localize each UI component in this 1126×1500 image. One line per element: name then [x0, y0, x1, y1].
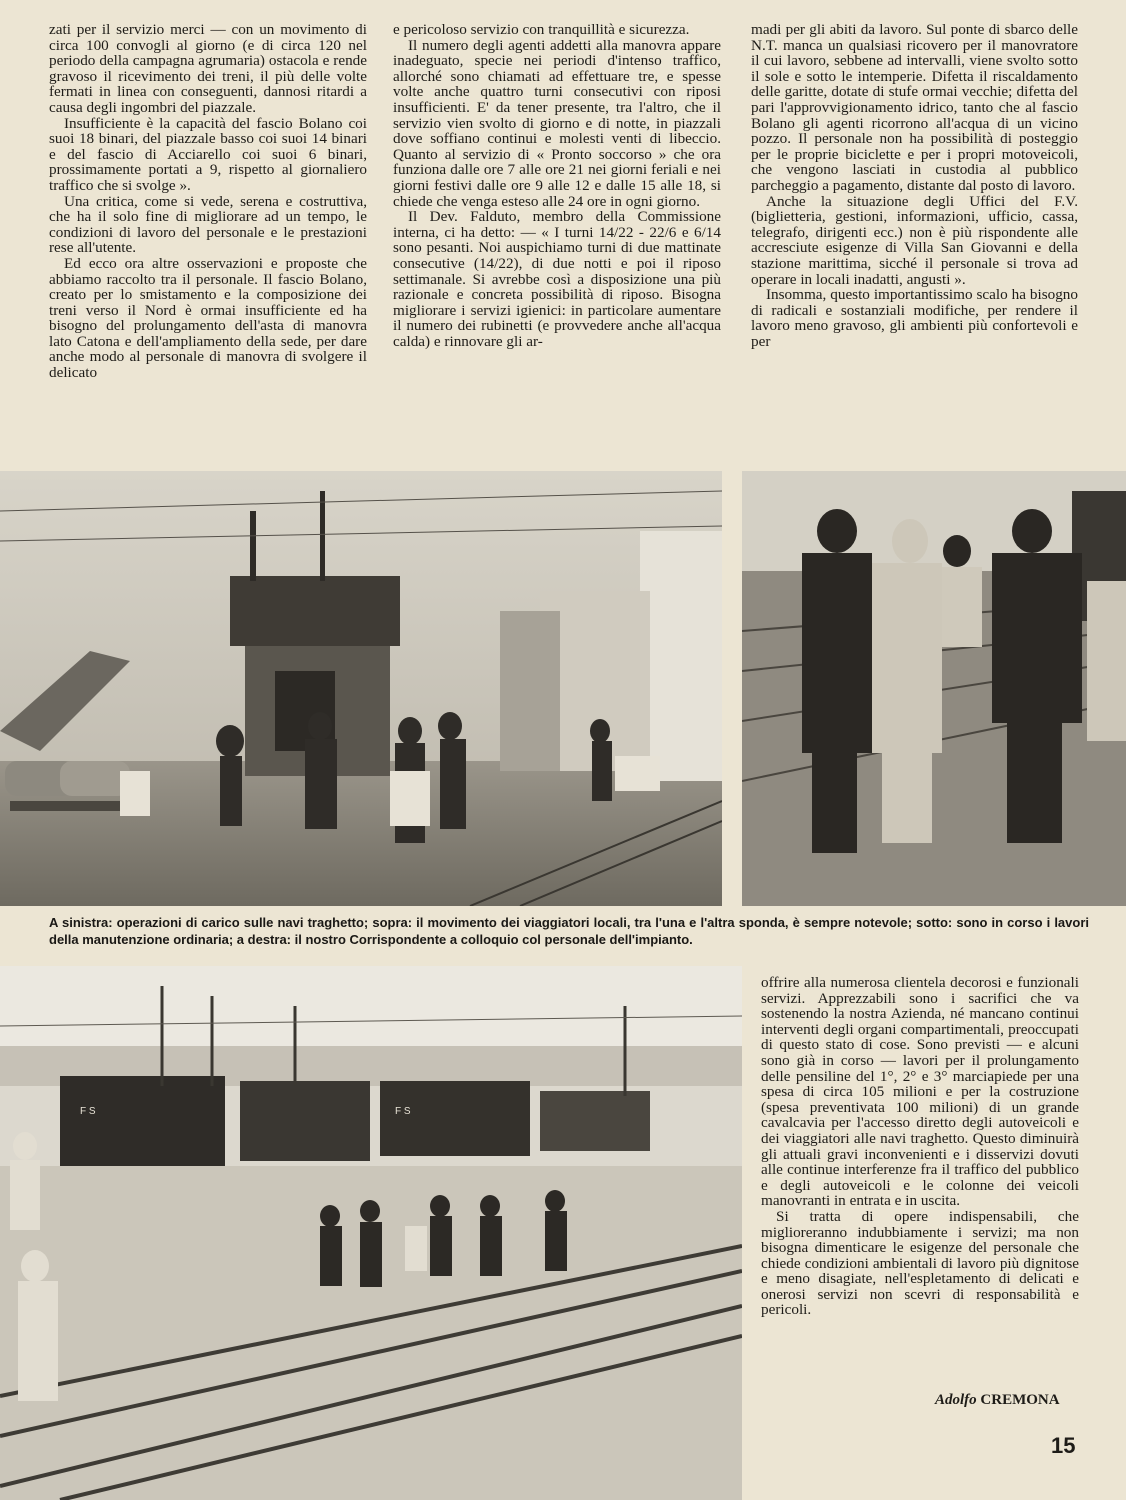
photo-correspondent-interview-image [742, 471, 1126, 906]
photo-correspondent-interview [742, 471, 1126, 906]
freight-wagon [60, 1076, 225, 1166]
author-signature [935, 1392, 1060, 1409]
paragraph: offrire alla numerosa clientela decorosi e funzionali servizi. Apprezzabili sono i sacrifici che va sostenendo la nostra Azienda, né mancano continui interventi degli organi compartimentali, preoccupati di questo stato di cose. Sono previsti — e alcuni sono già in corso — lavori per il prolungamento delle pensiline del 1°, 2° e 3° marciapiede per una spesa di circa 105 milioni e per la costruzione (spesa preventivata 100 milioni) di un grande cavalcavia per l'accesso diretto degli autoveicoli e dei viaggiatori alle navi traghetto. Questo diminuirà gli attuali gravi inconvenienti e i disservizi dovuti alle continue interferenze fra il traffico del pubblico e degli autoveicoli e le colonne dei veicoli manovranti in entrata e in uscita. [761, 975, 1079, 1210]
paragraph: Si tratta di opere indispensabili, che miglioreranno indubbiamente i servizi; ma non bisogna dimenticare le esigenze del personale che chiede condizioni ambientali di lavoro più dignitose e meno disagiate, nell'espletamento di delicati e onerosi servizi non scevri di responsabilità e pericoli. [761, 1207, 1079, 1319]
freight-wagon [240, 1081, 370, 1161]
photo-track-maintenance-image [0, 966, 742, 1500]
paragraph: e pericoloso servizio con tranquillità e sicurezza. [393, 22, 690, 38]
page-number: 15 [1051, 1433, 1076, 1458]
author-last-name: CREMONA [980, 1392, 1060, 1408]
paragraph: madi per gli abiti da lavoro. Sul ponte di sbarco delle N.T. manca un qualsiasi ricovero per il manovratore il cui lavoro, sebbene ad intervalli, viene svolto sotto il sole e sotto le intemperie. Difetta il riscaldamento delle garitte, dotate di stufe ormai vecchie; difetta del pari l'approvvigionamento idrico, tanto che al fascio Bolano gli agenti ricorrono all'acqua di un vicino pozzo. Il personale non ha possibilità di posteggio per le proprie biciclette e per i propri motoveicoli, che vengono lasciati in custodia al pubblico parcheggio a pagamento, distante dal posto di lavoro. [751, 22, 1078, 194]
article-column-2 [393, 22, 721, 462]
paragraph: Insufficiente è la capacità del fascio Bolano coi suoi 18 binari, del piazzale basso coi suoi 14 binari e del fascio di Acciarello coi suoi 6 binari, prossimamente portati a 9, rispetto al giornaliero traffico che si svolge ». [49, 114, 367, 194]
paragraph: Ed ecco ora altre osservazioni e proposte che abbiamo raccolto tra il personale. Il fascio Bolano, creato per lo smistamento e la composizione dei treni verso il Nord è ormai insufficiente ed ha bisogno del prolungamento dell'asta di manovra lato Catona e dell'ampliamento della sede, per dare anche modo al personale di manovra di svolgere il delicato [49, 254, 367, 382]
photo-ferry-loading [0, 471, 722, 906]
photo-ferry-loading-image [0, 471, 722, 906]
freight-wagon [540, 1091, 650, 1151]
photo-caption: A sinistra: operazioni di carico sulle navi traghetto; sopra: il movimento dei viaggiatori locali, tra l'una e l'altra sponda, è sempre notevole; sotto: sono in corso i lavori della manutenzione ordinaria; a destra: il nostro Corrispondente a colloquio col personale dell'impianto. [49, 915, 1089, 947]
article-column-4 [761, 975, 1079, 1375]
paragraph: Il numero degli agenti addetti alla manovra appare inadeguato, specie nei periodi d'intenso traffico, allorché sono chiamati ad effettuare tre, e spesse volte anche quattro turni consecutivi con riposi insufficienti. E' da tener presente, tra l'altro, che il servizio vien svolto di giorno e di notte, in piazzali dove soffiano continui e molesti venti di libeccio. Quanto al servizio di « Pronto soccorso » che ora funziona dalle ore 7 alle ore 21 nei giorni feriali e nei giorni festivi dalle ore 9 alle 12 e dalle 15 alle 18, si chiede che venga esteso alle 24 ore in ogni giorno. [393, 36, 721, 210]
article-column-3 [751, 22, 1078, 462]
paragraph: Il Dev. Falduto, membro della Commissione interna, ci ha detto: — « I turni 14/22 - 22/6 e 6/14 sono pesanti. Noi auspichiamo turni di due mattinate consecutive (14/22), di due notti e poi il riposo settimanale. Si avrebbe così a disposizione una più razionale e concreta possibilità di riposo. Bisogna migliorare i servizi igienici: in particolare aumentare il numero dei rubinetti (e provvedere anche all'acqua calda) e rinnovare gli ar- [393, 208, 721, 350]
paragraph: zati per il servizio merci — con un movimento di circa 100 convogli al giorno (e di circa 120 nel periodo della campagna agrumaria) ostacola e rende gravoso il ricevimento dei treni, il più delle volte fermati in linea con conseguenti, dannosi ritardi a causa degli ingombri del piazzale. [49, 22, 367, 116]
author-first-name: Adolfo [935, 1392, 977, 1408]
article-column-1 [49, 22, 367, 462]
photo-track-maintenance [0, 966, 742, 1500]
wagon-mark: F S [395, 1106, 411, 1117]
paragraph: Una critica, come si vede, serena e costruttiva, che ha il solo fine di migliorare ad un tempo, le condizioni di lavoro del personale e le prestazioni rese all'utente. [49, 192, 367, 257]
wagon-mark: F S [80, 1106, 96, 1117]
paragraph: Anche la situazione degli Uffici del F.V. (biglietteria, gestioni, informazioni, ufficio, cassa, telegrafo, dirigenti ecc.) non è più rispondente alle accresciute esigenze di Villa San Giovanni e della stazione marittima, sicché il personale si trova ad operare in locali inadatti, angusti ». [751, 192, 1078, 288]
paragraph: Insomma, questo importantissimo scalo ha bisogno di radicali e sostanziali modifiche, per rendere il lavoro meno gravoso, gli ambienti più confortevoli e per [751, 286, 1078, 350]
freight-wagon [380, 1081, 530, 1156]
